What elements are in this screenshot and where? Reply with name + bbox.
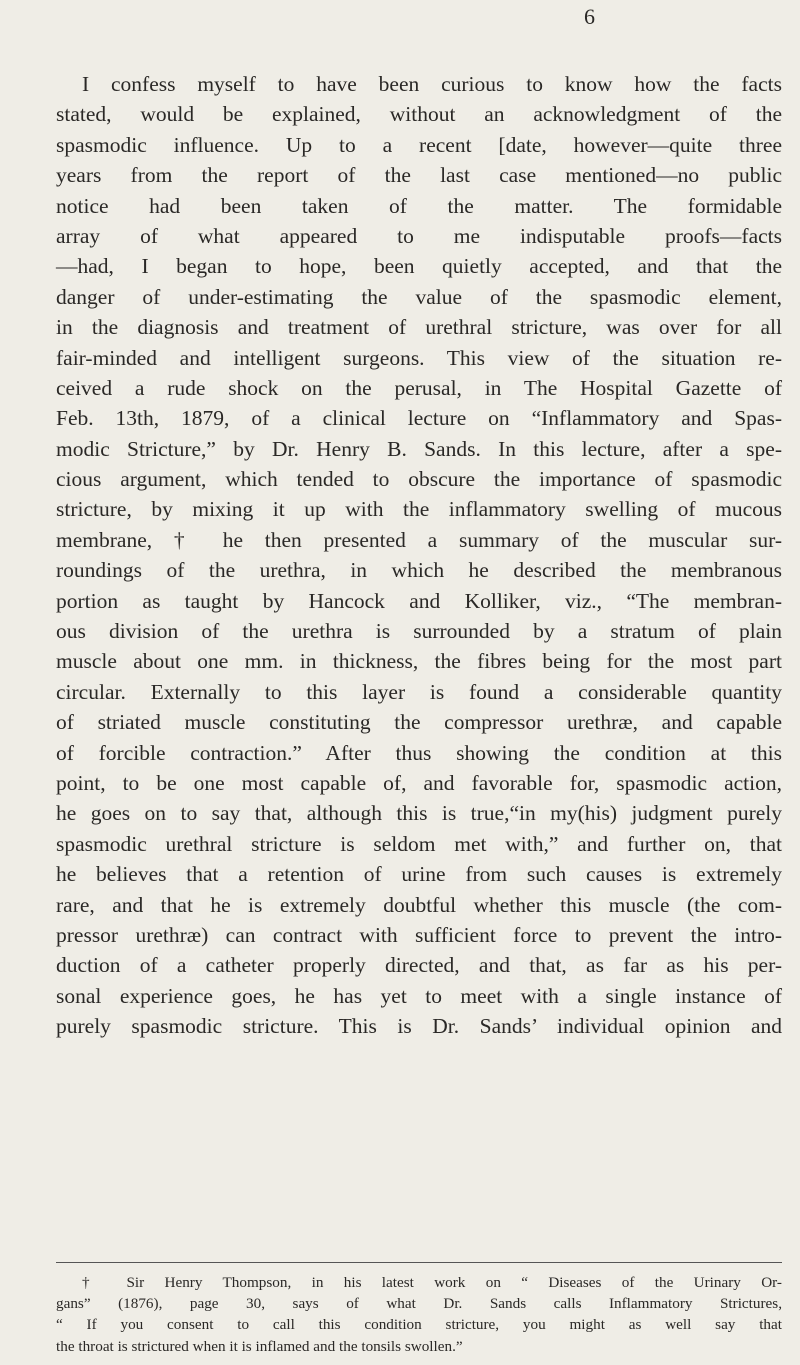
text-line: pressor urethræ) can contract with sufficient force to prevent the intro- (56, 922, 782, 947)
text-line: rare, and that he is extremely doubtful whether this muscle (the com- (56, 892, 782, 917)
text-line: point, to be one most capable of, and favorable for, spasmodic action, (56, 770, 782, 795)
footnote-line: gans” (1876), page 30, says of what Dr. Sands calls Inflammatory Strictures, (56, 1295, 782, 1313)
text-line: he goes on to say that, although this is true,“in my(his) judgment purely (56, 801, 782, 826)
text-line: membrane, † he then presented a summary of the muscular sur- (56, 527, 782, 552)
text-line: modic Stricture,” by Dr. Henry B. Sands. In this lecture, after a spe- (56, 436, 782, 461)
text-line: I confess myself to have been curious to know how the facts (82, 72, 782, 96)
text-line: ous division of the urethra is surrounded by a stratum of plain (56, 619, 782, 644)
text-line: cious argument, which tended to obscure the importance of spasmodic (56, 467, 782, 492)
text-line: Feb. 13th, 1879, of a clinical lecture on “Inflammatory and Spas- (56, 406, 782, 431)
text-line: duction of a catheter properly directed, and that, as far as his per- (56, 953, 782, 978)
text-line: circular. Externally to this layer is found a considerable quantity (56, 679, 782, 704)
text-line: portion as taught by Hancock and Kolliker, viz., “The membran- (56, 588, 782, 613)
text-line: of forcible contraction.” After thus showing the condition at this (56, 740, 782, 765)
footnote-line: the throat is strictured when it is inflamed and the tonsils swollen.” (56, 1337, 463, 1355)
text-line: in the diagnosis and treatment of urethral stricture, was over for all (56, 315, 782, 340)
text-line: ceived a rude shock on the perusal, in The Hospital Gazette of (56, 375, 782, 400)
text-line: array of what appeared to me indisputable proofs—facts (56, 223, 782, 248)
text-line: fair-minded and intelligent surgeons. This view of the situation re- (56, 345, 782, 370)
text-line: sonal experience goes, he has yet to meet with a single instance of (56, 983, 782, 1008)
text-line: years from the report of the last case mentioned—no public (56, 163, 782, 188)
text-line: stricture, by mixing it up with the inflammatory swelling of mucous (56, 497, 782, 522)
text-line: he believes that a retention of urine from such causes is extremely (56, 862, 782, 887)
body-paragraph (56, 69, 782, 1042)
footnote-line: † Sir Henry Thompson, in his latest work on “ Diseases of the Urinary Or- (82, 1274, 782, 1291)
footnote-divider (56, 1262, 782, 1263)
text-line: purely spasmodic stricture. This is Dr. Sands’ individual opinion and (56, 1014, 782, 1039)
text-line: stated, would be explained, without an acknowledgment of the (56, 102, 782, 127)
text-line: roundings of the urethra, in which he described the membranous (56, 558, 782, 583)
text-line: spasmodic urethral stricture is seldom met with,” and further on, that (56, 831, 782, 856)
text-line: of striated muscle constituting the compressor urethræ, and capable (56, 710, 782, 735)
text-line: danger of under-estimating the value of the spasmodic element, (56, 284, 782, 309)
text-line: spasmodic influence. Up to a recent [date, however—quite three (56, 132, 782, 157)
text-line: notice had been taken of the matter. The formidable (56, 193, 782, 218)
text-line: muscle about one mm. in thickness, the fibres being for the most part (56, 649, 782, 674)
footnote-line: “ If you consent to call this condition stricture, you might as well say that (56, 1316, 782, 1334)
page-number: 6 (584, 4, 595, 29)
text-line: —had, I began to hope, been quietly accepted, and that the (56, 254, 782, 279)
footnote (56, 1272, 782, 1357)
